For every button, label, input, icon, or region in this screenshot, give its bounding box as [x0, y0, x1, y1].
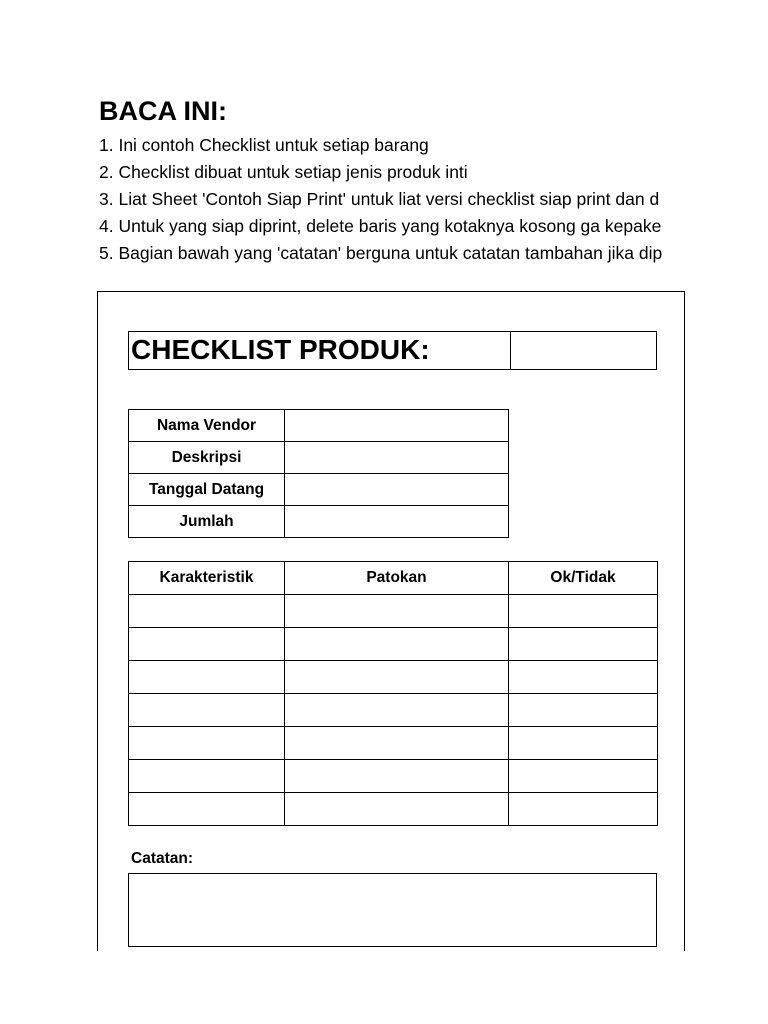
karakteristik-cell[interactable]	[129, 628, 285, 661]
table-row	[129, 727, 658, 760]
table-row	[129, 661, 658, 694]
table-row	[129, 793, 658, 826]
karakteristik-cell[interactable]	[129, 727, 285, 760]
info-value-tanggal-datang[interactable]	[285, 474, 509, 506]
patokan-cell[interactable]	[285, 661, 509, 694]
instruction-item: 1. Ini contoh Checklist untuk setiap barang	[99, 135, 429, 155]
info-value-jumlah[interactable]	[285, 506, 509, 538]
column-header-ok-tidak: Ok/Tidak	[509, 562, 658, 595]
karakteristik-cell[interactable]	[129, 595, 285, 628]
patokan-cell[interactable]	[285, 694, 509, 727]
info-label-tanggal-datang: Tanggal Datang	[129, 474, 285, 506]
table-row	[129, 595, 658, 628]
info-label-deskripsi: Deskripsi	[129, 442, 285, 474]
checklist-sheet	[97, 291, 685, 951]
patokan-cell[interactable]	[285, 595, 509, 628]
instruction-item: 5. Bagian bawah yang 'catatan' berguna untuk catatan tambahan jika dip	[99, 243, 663, 263]
ok-tidak-cell[interactable]	[509, 661, 658, 694]
karakteristik-cell[interactable]	[129, 760, 285, 793]
instruction-item: 2. Checklist dibuat untuk setiap jenis produk inti	[99, 162, 468, 182]
ok-tidak-cell[interactable]	[509, 760, 658, 793]
info-row	[129, 442, 509, 474]
table-row	[129, 628, 658, 661]
info-table	[128, 409, 509, 538]
checklist-table	[128, 561, 658, 826]
patokan-cell[interactable]	[285, 628, 509, 661]
form-title-value-cell[interactable]	[511, 332, 656, 369]
column-header-karakteristik: Karakteristik	[129, 562, 285, 595]
info-label-jumlah: Jumlah	[129, 506, 285, 538]
instruction-item: 3. Liat Sheet 'Contoh Siap Print' untuk liat versi checklist siap print dan d	[99, 189, 660, 209]
ok-tidak-cell[interactable]	[509, 595, 658, 628]
notes-label: Catatan:	[131, 850, 194, 867]
info-value-nama-vendor[interactable]	[285, 410, 509, 442]
table-row	[129, 760, 658, 793]
karakteristik-cell[interactable]	[129, 694, 285, 727]
ok-tidak-cell[interactable]	[509, 793, 658, 826]
table-row	[129, 694, 658, 727]
ok-tidak-cell[interactable]	[509, 694, 658, 727]
info-row	[129, 410, 509, 442]
info-row	[129, 474, 509, 506]
info-label-nama-vendor: Nama Vendor	[129, 410, 285, 442]
patokan-cell[interactable]	[285, 760, 509, 793]
checklist-header-row	[129, 562, 658, 595]
instructions-list	[99, 132, 687, 267]
notes-field[interactable]	[128, 873, 657, 947]
form-title-row	[128, 331, 657, 370]
karakteristik-cell[interactable]	[129, 793, 285, 826]
patokan-cell[interactable]	[285, 793, 509, 826]
ok-tidak-cell[interactable]	[509, 628, 658, 661]
column-header-patokan: Patokan	[285, 562, 509, 595]
karakteristik-cell[interactable]	[129, 661, 285, 694]
info-value-deskripsi[interactable]	[285, 442, 509, 474]
form-title: CHECKLIST PRODUK:	[129, 332, 511, 369]
info-row	[129, 506, 509, 538]
instructions-heading: BACA INI:	[99, 96, 227, 126]
instruction-item: 4. Untuk yang siap diprint, delete baris yang kotaknya kosong ga kepake	[99, 216, 662, 236]
ok-tidak-cell[interactable]	[509, 727, 658, 760]
patokan-cell[interactable]	[285, 727, 509, 760]
